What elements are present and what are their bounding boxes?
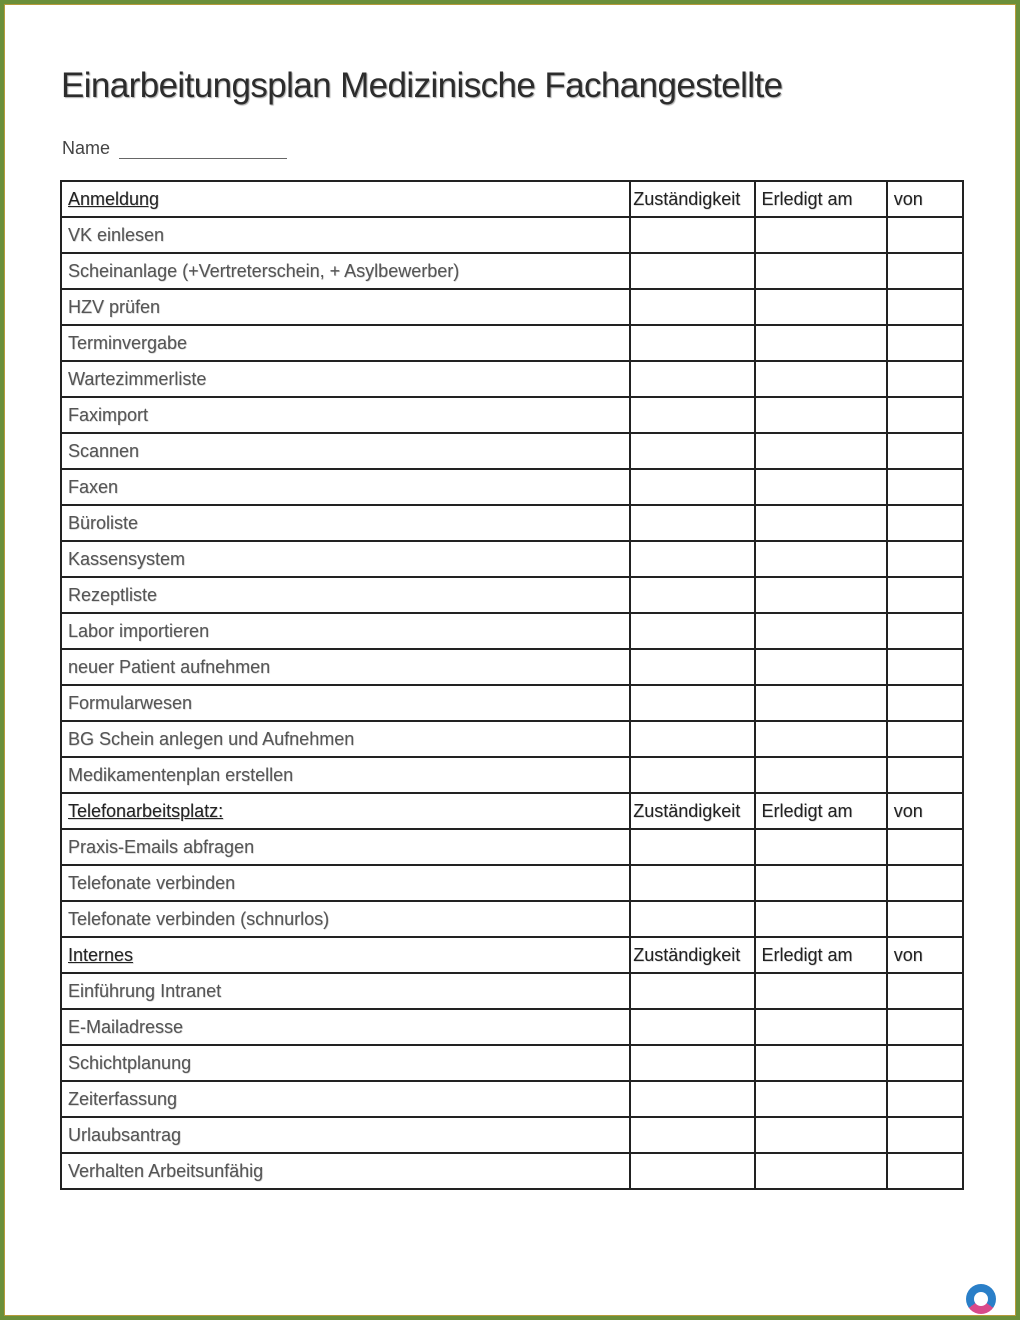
by-cell[interactable]: [887, 757, 963, 793]
done-date-cell[interactable]: [755, 469, 887, 505]
column-header: Erledigt am: [755, 793, 887, 829]
done-date-cell[interactable]: [755, 253, 887, 289]
by-cell[interactable]: [887, 1009, 963, 1045]
by-cell[interactable]: [887, 865, 963, 901]
task-label: Zeiterfassung: [61, 1081, 630, 1117]
by-cell[interactable]: [887, 397, 963, 433]
done-date-cell[interactable]: [755, 397, 887, 433]
done-date-cell[interactable]: [755, 685, 887, 721]
responsibility-cell[interactable]: [630, 865, 754, 901]
task-label: Terminvergabe: [61, 325, 630, 361]
done-date-cell[interactable]: [755, 541, 887, 577]
table-row: [61, 433, 963, 469]
table-row: [61, 649, 963, 685]
responsibility-cell[interactable]: [630, 505, 754, 541]
table-row: [61, 1081, 963, 1117]
by-cell[interactable]: [887, 361, 963, 397]
table-row: [61, 613, 963, 649]
responsibility-cell[interactable]: [630, 757, 754, 793]
by-cell[interactable]: [887, 253, 963, 289]
task-label: Scheinanlage (+Vertreterschein, + Asylbewerber): [61, 253, 630, 289]
responsibility-cell[interactable]: [630, 1153, 754, 1189]
by-cell[interactable]: [887, 541, 963, 577]
responsibility-cell[interactable]: [630, 577, 754, 613]
responsibility-cell[interactable]: [630, 973, 754, 1009]
column-header: Zuständigkeit: [630, 793, 754, 829]
table-row: [61, 685, 963, 721]
task-label: Labor importieren: [61, 613, 630, 649]
responsibility-cell[interactable]: [630, 613, 754, 649]
done-date-cell[interactable]: [755, 1117, 887, 1153]
done-date-cell[interactable]: [755, 865, 887, 901]
responsibility-cell[interactable]: [630, 541, 754, 577]
done-date-cell[interactable]: [755, 613, 887, 649]
table-row: [61, 757, 963, 793]
task-label: Kassensystem: [61, 541, 630, 577]
column-header: von: [887, 937, 963, 973]
section-heading: [61, 181, 630, 217]
table-row: [61, 505, 963, 541]
table-row: [61, 1009, 963, 1045]
done-date-cell[interactable]: [755, 1081, 887, 1117]
by-cell[interactable]: [887, 433, 963, 469]
document-page: [4, 4, 1016, 1316]
responsibility-cell[interactable]: [630, 829, 754, 865]
table-row: [61, 577, 963, 613]
task-label: BG Schein anlegen und Aufnehmen: [61, 721, 630, 757]
table-row: [61, 1045, 963, 1081]
table-row: [61, 721, 963, 757]
column-header: von: [887, 181, 963, 217]
task-label: Scannen: [61, 433, 630, 469]
table-row: [61, 289, 963, 325]
by-cell[interactable]: [887, 469, 963, 505]
done-date-cell[interactable]: [755, 289, 887, 325]
column-header: Erledigt am: [755, 181, 887, 217]
done-date-cell[interactable]: [755, 1045, 887, 1081]
done-date-cell[interactable]: [755, 433, 887, 469]
column-header: Zuständigkeit: [630, 181, 754, 217]
responsibility-cell[interactable]: [630, 325, 754, 361]
section-heading: [61, 937, 630, 973]
task-label: Faximport: [61, 397, 630, 433]
done-date-cell[interactable]: [755, 217, 887, 253]
task-label: E-Mailadresse: [61, 1009, 630, 1045]
table-row: [61, 829, 963, 865]
page-title: Einarbeitungsplan Medizinische Fachangestellte: [61, 66, 783, 105]
responsibility-cell[interactable]: [630, 1117, 754, 1153]
table-row: [61, 361, 963, 397]
by-cell[interactable]: [887, 721, 963, 757]
done-date-cell[interactable]: [755, 505, 887, 541]
name-field: [62, 138, 287, 159]
done-date-cell[interactable]: [755, 757, 887, 793]
section-heading-text: Anmeldung: [68, 188, 160, 209]
section-heading: [61, 793, 630, 829]
done-date-cell[interactable]: [755, 577, 887, 613]
task-label: Verhalten Arbeitsunfähig: [61, 1153, 630, 1189]
by-cell[interactable]: [887, 685, 963, 721]
task-label: Medikamentenplan erstellen: [61, 757, 630, 793]
by-cell[interactable]: [887, 649, 963, 685]
task-label: Büroliste: [61, 505, 630, 541]
done-date-cell[interactable]: [755, 1153, 887, 1189]
by-cell[interactable]: [887, 613, 963, 649]
by-cell[interactable]: [887, 1045, 963, 1081]
responsibility-cell[interactable]: [630, 1081, 754, 1117]
by-cell[interactable]: [887, 973, 963, 1009]
done-date-cell[interactable]: [755, 325, 887, 361]
section-header-row: [61, 937, 963, 973]
by-cell[interactable]: [887, 325, 963, 361]
responsibility-cell[interactable]: [630, 649, 754, 685]
by-cell[interactable]: [887, 217, 963, 253]
watermark-logo-icon: [966, 1284, 996, 1314]
done-date-cell[interactable]: [755, 649, 887, 685]
section-heading-text: Internes: [68, 944, 134, 965]
table-row: [61, 469, 963, 505]
section-header-row: [61, 181, 963, 217]
table-row: [61, 865, 963, 901]
responsibility-cell[interactable]: [630, 901, 754, 937]
checklist-table: [60, 180, 964, 1190]
column-header: Zuständigkeit: [630, 937, 754, 973]
name-blank-line: [119, 140, 287, 159]
responsibility-cell[interactable]: [630, 721, 754, 757]
task-label: Wartezimmerliste: [61, 361, 630, 397]
responsibility-cell[interactable]: [630, 469, 754, 505]
task-label: Schichtplanung: [61, 1045, 630, 1081]
done-date-cell[interactable]: [755, 361, 887, 397]
table-row: [61, 253, 963, 289]
table-row: [61, 541, 963, 577]
by-cell[interactable]: [887, 577, 963, 613]
table-row: [61, 325, 963, 361]
done-date-cell[interactable]: [755, 973, 887, 1009]
task-label: Telefonate verbinden: [61, 865, 630, 901]
done-date-cell[interactable]: [755, 829, 887, 865]
responsibility-cell[interactable]: [630, 685, 754, 721]
section-heading-text: Telefonarbeitsplatz:: [68, 800, 224, 821]
by-cell[interactable]: [887, 289, 963, 325]
done-date-cell[interactable]: [755, 1009, 887, 1045]
responsibility-cell[interactable]: [630, 397, 754, 433]
by-cell[interactable]: [887, 901, 963, 937]
responsibility-cell[interactable]: [630, 1009, 754, 1045]
column-header: Erledigt am: [755, 937, 887, 973]
task-label: VK einlesen: [61, 217, 630, 253]
responsibility-cell[interactable]: [630, 253, 754, 289]
task-label: Praxis-Emails abfragen: [61, 829, 630, 865]
table-row: [61, 217, 963, 253]
done-date-cell[interactable]: [755, 901, 887, 937]
task-label: Faxen: [61, 469, 630, 505]
responsibility-cell[interactable]: [630, 433, 754, 469]
task-label: HZV prüfen: [61, 289, 630, 325]
by-cell[interactable]: [887, 505, 963, 541]
task-label: Urlaubsantrag: [61, 1117, 630, 1153]
task-label: Einführung Intranet: [61, 973, 630, 1009]
responsibility-cell[interactable]: [630, 361, 754, 397]
responsibility-cell[interactable]: [630, 217, 754, 253]
table-row: [61, 973, 963, 1009]
responsibility-cell[interactable]: [630, 1045, 754, 1081]
table-row: [61, 1117, 963, 1153]
task-label: Telefonate verbinden (schnurlos): [61, 901, 630, 937]
table-row: [61, 397, 963, 433]
by-cell[interactable]: [887, 1081, 963, 1117]
table-row: [61, 901, 963, 937]
responsibility-cell[interactable]: [630, 289, 754, 325]
task-label: Rezeptliste: [61, 577, 630, 613]
table-row: [61, 1153, 963, 1189]
task-label: neuer Patient aufnehmen: [61, 649, 630, 685]
name-label: Name: [62, 138, 111, 158]
by-cell[interactable]: [887, 1153, 963, 1189]
column-header: von: [887, 793, 963, 829]
task-label: Formularwesen: [61, 685, 630, 721]
section-header-row: [61, 793, 963, 829]
by-cell[interactable]: [887, 1117, 963, 1153]
done-date-cell[interactable]: [755, 721, 887, 757]
by-cell[interactable]: [887, 829, 963, 865]
